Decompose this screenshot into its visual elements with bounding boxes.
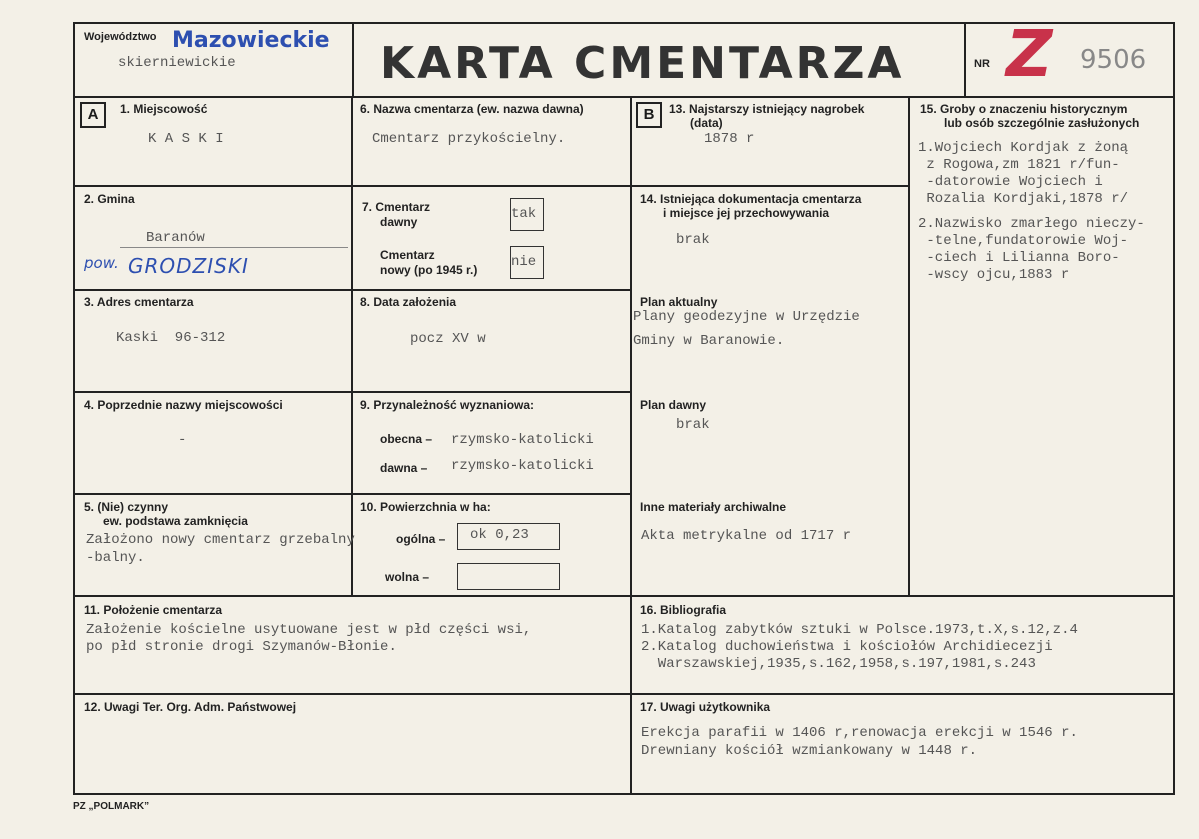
field-17-value-1: Erekcja parafii w 1406 r,renowacja erekcji w 1546 r.: [641, 725, 1078, 741]
field-9-label: 9. Przynależność wyznaniowa:: [360, 398, 535, 412]
field-12-label: 12. Uwagi Ter. Org. Adm. Państwowej: [84, 700, 297, 714]
plan-current-label: Plan aktualny: [640, 295, 718, 309]
section-a-marker: A: [80, 102, 106, 128]
field-15-line: -telne,fundatorowie Woj-: [918, 233, 1129, 249]
field-9-dawna-label: dawna –: [380, 461, 428, 475]
field-14-value: brak: [676, 232, 710, 248]
field-15-line: -wscy ojcu,1883 r: [918, 267, 1070, 283]
field-16-list: [641, 622, 1173, 673]
nr-label: NR: [974, 58, 990, 70]
grid-row-line: [73, 493, 632, 495]
field-7-nowy-label: Cmentarz: [380, 248, 435, 262]
field-11-label: 11. Położenie cmentarza: [84, 603, 223, 617]
printer-mark: PZ „POLMARK”: [73, 801, 150, 812]
field-15-line: -datorowie Wojciech i: [918, 174, 1103, 190]
field-15-label: 15. Groby o znaczeniu historycznym: [920, 102, 1128, 116]
field-15-sublabel: lub osób szczególnie zasłużonych: [944, 116, 1140, 130]
field-2-pow: pow.: [84, 254, 119, 272]
field-7-nowy-value: nie: [511, 254, 537, 270]
field-9-dawna-value: rzymsko-katolicki: [451, 458, 594, 474]
field-13-sublabel: (data): [690, 116, 723, 130]
field-15-line: Rozalia Kordjaki,1878 r/: [918, 191, 1129, 207]
field-14-sublabel: i miejsce jej przechowywania: [663, 206, 830, 220]
field-1-value: K A S K I: [148, 131, 224, 147]
voivodeship-old: skierniewickie: [118, 55, 236, 71]
plan-old-label: Plan dawny: [640, 398, 707, 412]
field-7-dawny-value: tak: [511, 206, 537, 222]
grid-row-line: [73, 595, 1175, 597]
field-11-value-1: Założenie kościelne usytuowane jest w płd części wsi,: [86, 622, 532, 638]
bibliography-item: Warszawskiej,1935,s.162,1958,s.197,1981,s.243: [641, 656, 1036, 672]
plan-old-value: brak: [676, 417, 710, 433]
page-title: KARTA CMENTARZA: [380, 38, 905, 89]
field-8-value: pocz XV w: [410, 331, 486, 347]
field-15-line: -ciech i Lilianna Boro-: [918, 250, 1120, 266]
field-10-label: 10. Powierzchnia w ha:: [360, 500, 491, 514]
grid-row-line: [73, 391, 632, 393]
field-1-label: 1. Miejscowość: [120, 102, 208, 116]
field-7-label: 7. Cmentarz: [362, 200, 431, 214]
field-13-label: 13. Najstarszy istniejący nagrobek: [669, 102, 865, 116]
field-2-pow-value: GRODZISKI: [128, 254, 249, 278]
field-3-value: Kaski 96-312: [116, 330, 226, 346]
field-15-line: z Rogowa,zm 1821 r/fun-: [918, 157, 1120, 173]
field-15-list: [918, 140, 1180, 284]
grid-row-line: [630, 185, 910, 187]
field-7-dawny-label: dawny: [380, 215, 418, 229]
field-10-ogolna-value: ok 0,23: [470, 527, 529, 543]
archive-materials-label: Inne materiały archiwalne: [640, 500, 787, 514]
field-10-wolna-box: [457, 563, 560, 590]
field-9-obecna-label: obecna –: [380, 432, 433, 446]
nr-value: 9506: [1080, 45, 1147, 75]
field-13-value: 1878 r: [704, 131, 755, 147]
field-4-label: 4. Poprzednie nazwy miejscowości: [84, 398, 283, 412]
field-8-label: 8. Data założenia: [360, 295, 457, 309]
field-15-line: 2.Nazwisko zmarłego nieczy-: [918, 216, 1145, 232]
field-5-value-1: Założono nowy cmentarz grzebalny: [86, 532, 355, 548]
plan-current-value-2: Gminy w Baranowie.: [633, 333, 785, 349]
grid-divider-col2: [630, 96, 632, 795]
field-2-label: 2. Gmina: [84, 192, 135, 206]
field-4-value: -: [178, 432, 187, 448]
field-11-value-2: po płd stronie drogi Szymanów-Błonie.: [86, 639, 397, 655]
field-6-value: Cmentarz przykościelny.: [372, 131, 566, 147]
plan-current-value-1: Plany geodezyjne w Urzędzie: [633, 309, 860, 325]
section-b-marker: B: [636, 102, 662, 128]
nr-letter-mark: Z: [1006, 18, 1053, 92]
grid-row-line: [73, 289, 632, 291]
field-14-label: 14. Istniejąca dokumentacja cmentarza: [640, 192, 862, 206]
bibliography-item: 1.Katalog zabytków sztuki w Polsce.1973,t.X,s.12,z.4: [641, 622, 1078, 638]
field-10-wolna-label: wolna –: [385, 570, 430, 584]
field-6-label: 6. Nazwa cmentarza (ew. nazwa dawna): [360, 102, 584, 116]
grid-row-line: [73, 185, 632, 187]
field-17-label: 17. Uwagi użytkownika: [640, 700, 771, 714]
field-5-sublabel: ew. podstawa zamknięcia: [103, 514, 248, 528]
field-3-label: 3. Adres cmentarza: [84, 295, 194, 309]
field-2-underline: [120, 247, 348, 248]
bibliography-item: 2.Katalog duchowieństwa i kościołów Archidiecezji: [641, 639, 1053, 655]
field-17-value-2: Drewniany kościół wzmiankowany w 1448 r.: [641, 743, 978, 759]
field-5-value-2: -balny.: [86, 550, 145, 566]
field-9-obecna-value: rzymsko-katolicki: [451, 432, 594, 448]
field-5-label: 5. (Nie) czynny: [84, 500, 169, 514]
grid-row-line: [73, 693, 1175, 695]
voivodeship-stamp: Mazowieckie: [172, 28, 330, 53]
grid-divider-col1: [351, 96, 353, 596]
archive-materials-value: Akta metrykalne od 1717 r: [641, 528, 852, 544]
field-16-label: 16. Bibliografia: [640, 603, 727, 617]
field-10-ogolna-label: ogólna –: [396, 532, 446, 546]
grid-divider-col3: [908, 96, 910, 596]
field-7-nowy-sublabel: nowy (po 1945 r.): [380, 263, 478, 277]
field-2-value: Baranów: [146, 230, 205, 246]
voivodeship-label: Województwo: [84, 31, 157, 43]
field-15-line: 1.Wojciech Kordjak z żoną: [918, 140, 1129, 156]
